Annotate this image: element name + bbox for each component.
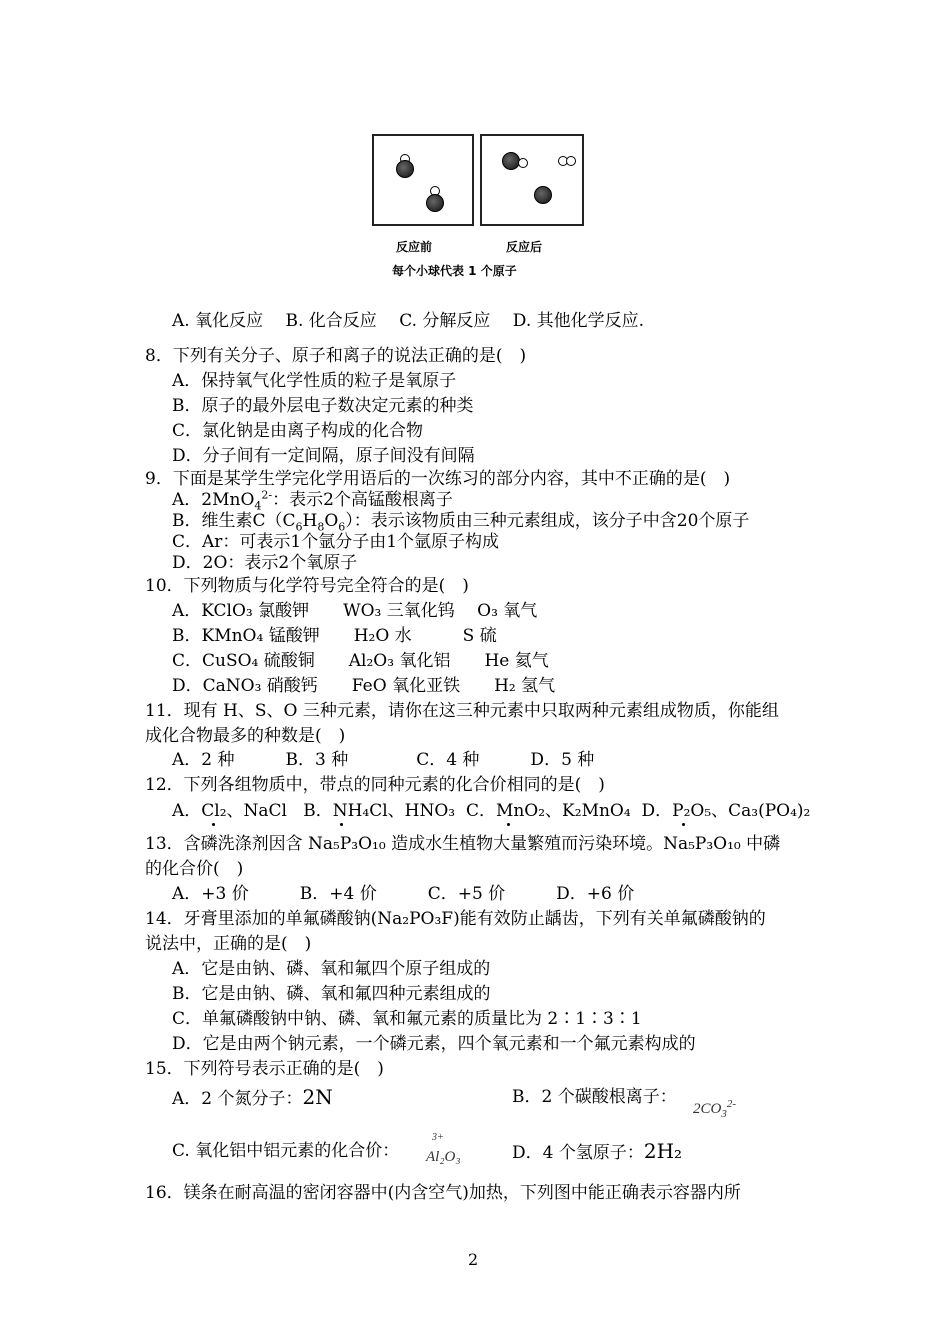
q14-line1: 14．牙膏里添加的单氟磷酸钠(Na₂PO₃F)能有效防止龋齿，下列有关单氟磷酸钠的 (145, 909, 766, 929)
q15-a-formula: 2N (302, 1085, 333, 1109)
q9-option-a (172, 489, 453, 511)
q16-line1: 16．镁条在耐高温的密闭容器中(内含空气)加热，下列图中能正确表示容器内所 (145, 1183, 741, 1203)
q9-b-sub: 6 (338, 520, 346, 534)
big-atom (534, 186, 552, 204)
big-atom (426, 194, 444, 212)
small-atom (566, 156, 576, 166)
q10-option-d: D．CaNO₃ 硝酸钙 FeO 氧化亚铁 H₂ 氢气 (172, 676, 556, 696)
figure-caption: 每个小球代表 1 个原子 (392, 264, 517, 278)
q15-c-text: C. 氧化铝中铝元素的化合价： (172, 1141, 400, 1161)
q9-b-pre: B．维生素C（C (172, 511, 296, 531)
q9-b-h: H (302, 511, 318, 531)
after-label: 反应后 (506, 240, 543, 254)
q9-option-c: C．Ar：可表示1个氩分子由1个氩原子构成 (172, 532, 500, 552)
q13-line1: 13．含磷洗涤剂因含 Na₅P₃O₁₀ 造成水生植物大量繁殖而污染环境。Na₅P₃O₁₀ 中磷 (145, 834, 781, 854)
q15-d-text: D．4 个氢原子： (512, 1143, 644, 1163)
q12-options (172, 800, 810, 822)
q11-options: A．2 种 B．3 种 C．4 种 D．5 种 (172, 750, 595, 770)
emphasis-dot (338, 818, 344, 819)
q9-b-sub: 6 (295, 520, 303, 534)
q15-b-sup: 2- (726, 1098, 737, 1110)
q9-option-b (172, 510, 749, 532)
q9-stem: 9．下面是某学生学完化学用语后的一次练习的部分内容，其中不正确的是( ) (145, 469, 731, 489)
q14-line2: 说法中，正确的是( ) (145, 934, 312, 954)
q15-option-c (172, 1140, 399, 1162)
q15-c-charge: 3+ (432, 1132, 444, 1143)
q8-stem: 8．下列有关分子、原子和离子的说法正确的是( ) (145, 346, 527, 366)
q12-option-a: A．Cl₂、NaCl (172, 801, 287, 821)
q14-option-c: C．单氟磷酸钠中钠、磷、氧和氟元素的质量比为 2∶1∶3∶1 (172, 1009, 642, 1029)
q8-option-d: D．分子间有一定间隔，原子间没有间隔 (172, 446, 475, 466)
q12-stem: 12．下列各组物质中，带点的同种元素的化合价相同的是( ) (145, 775, 605, 795)
q9-a-sub: 4 (254, 499, 262, 513)
q10-option-a: A．KClO₃ 氯酸钾 WO₃ 三氧化钨 O₃ 氧气 (172, 601, 538, 621)
q12-option-b: B．NH₄Cl、HNO₃ (303, 801, 456, 821)
q15-c-formula: Al₂O₃ (426, 1149, 461, 1165)
q11-line2: 成化合物最多的种数是( ) (145, 726, 346, 746)
q8-option-a: A．保持氧气化学性质的粒子是氧原子 (172, 371, 457, 391)
q11-line1: 11．现有 H、S、O 三种元素，请你在这三种元素中只取两种元素组成物质，你能组 (145, 701, 779, 721)
q15-option-d (512, 1140, 682, 1164)
q9-b-post: ）：表示该物质由三种元素组成，该分子中含20个原子 (345, 511, 750, 531)
q15-a-text: A．2 个氮分子： (172, 1089, 303, 1109)
q13-options: A．+3 价 B．+4 价 C．+5 价 D．+6 价 (172, 884, 635, 904)
q10-option-c: C．CuSO₄ 硫酸铜 Al₂O₃ 氧化铝 He 氦气 (172, 651, 549, 671)
q8-option-b: B．原子的最外层电子数决定元素的种类 (172, 396, 474, 416)
big-atom (396, 160, 414, 178)
q14-option-b: B．它是由钠、磷、氧和氟四种元素组成的 (172, 984, 491, 1004)
q15-option-b (512, 1086, 677, 1108)
before-label: 反应前 (396, 240, 433, 254)
q9-a-sup: 2- (261, 488, 273, 502)
emphasis-dot (680, 818, 686, 819)
q10-stem: 10．下列物质与化学符号完全符合的是( ) (145, 576, 469, 596)
page-number: 2 (468, 1250, 479, 1269)
emphasis-dot (210, 818, 216, 819)
q9-b-o: O (324, 511, 339, 531)
q9-option-d: D．2O：表示2个氧原子 (172, 553, 358, 573)
q13-line2: 的化合价( ) (145, 859, 244, 879)
q15-b-sub: 3 (721, 1108, 727, 1120)
q8-option-c: C．氯化钠是由离子构成的化合物 (172, 421, 424, 441)
q15-option-a (172, 1086, 333, 1110)
q15-b-text: B．2 个碳酸根离子： (512, 1087, 677, 1107)
q9-b-sub: 8 (317, 520, 325, 534)
q14-option-d: D．它是由两个钠元素，一个磷元素，四个氧元素和一个氟元素构成的 (172, 1034, 696, 1054)
q15-b-formula (693, 1098, 736, 1120)
q14-option-a: A．它是由钠、磷、氧和氟四个原子组成的 (172, 959, 491, 979)
q12-option-c: C．MnO₂、K₂MnO₄ (465, 801, 631, 821)
q15-d-formula: 2H₂ (643, 1139, 683, 1163)
q15-b-formula-text: 2CO (693, 1101, 722, 1117)
small-atom (518, 158, 528, 168)
q7-options: A. 氧化反应 B. 化合反应 C. 分解反应 D. 其他化学反应. (172, 311, 645, 331)
q9-a-post: ：表示2个高锰酸根离子 (272, 490, 453, 510)
q12-option-d: D．P₂O₅、Ca₃(PO₄)₂ (641, 801, 811, 821)
emphasis-dot (505, 818, 511, 819)
q15-stem: 15．下列符号表示正确的是( ) (145, 1059, 384, 1079)
q10-option-b: B．KMnO₄ 锰酸钾 H₂O 水 S 硫 (172, 626, 497, 646)
q9-a-pre: A．2MnO (172, 490, 255, 510)
before-box (372, 134, 474, 226)
after-box (480, 134, 584, 226)
